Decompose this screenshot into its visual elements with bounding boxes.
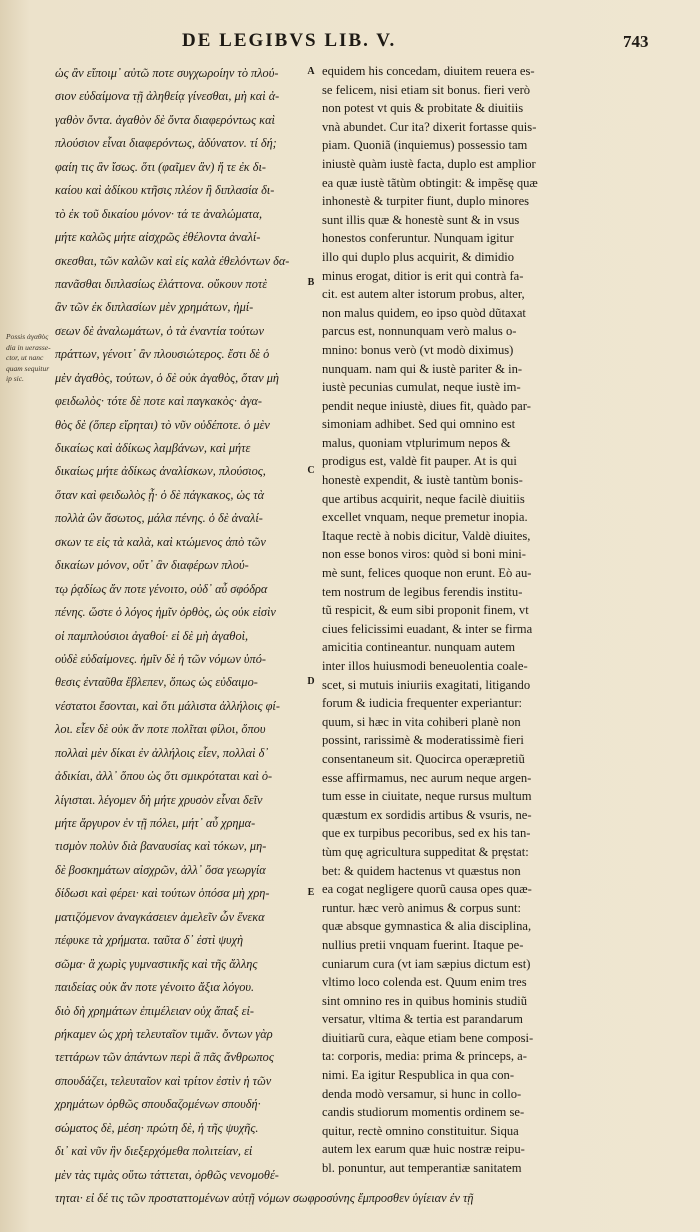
marginal-note bbox=[6, 332, 54, 385]
latin-text-line: amicitia contineantur. nunquam autem bbox=[322, 640, 516, 655]
greek-text-line: ματιζόμενον ἀναγκάσειεν ἀμελεῖν ὧν ἕνεκα bbox=[55, 909, 265, 924]
greek-text-line: μὲν τὰς τιμὰς οὕτω τάττεται, ὀρθῶς νενομοθέ- bbox=[55, 1167, 279, 1182]
greek-text-line: σιον εὐδαίμονα τῇ ἀληθείᾳ γίνεσθαι, μὴ καὶ ἀ- bbox=[55, 89, 280, 104]
latin-text-line: inter illos huiusmodi beneuolentia coale- bbox=[322, 659, 528, 673]
greek-text-line: θεσις ἐνταῦθα ἔβλεπεν, ὅπως ὡς εὐδαιμο- bbox=[55, 675, 258, 690]
running-head: DE LEGIBVS LIB. V. bbox=[182, 30, 397, 51]
latin-text-line: candis studiorum momentis ordinem se- bbox=[322, 1105, 525, 1120]
marginal-note-line: quam sequitur bbox=[6, 363, 50, 373]
greek-text-line: λοι. εἶεν δὲ οὐκ ἄν ποτε πολῖται φίλοι, ὅπου bbox=[55, 722, 266, 737]
latin-text-line: prodigus est, valdè fit pauper. At is qui bbox=[322, 454, 517, 469]
greek-text-line: δικαίων μόνον, οὔτ᾽ ἂν διαφέρων πλού- bbox=[55, 558, 249, 573]
greek-text-line: πολλὰ ὢν ἄσωτος, μάλα πένης. ὁ δὲ ἀναλί- bbox=[55, 511, 263, 526]
latin-text-line: possint, rarissimè & moderatissimè fieri bbox=[322, 733, 524, 748]
greek-text-line: διὸ δὴ χρημάτων ἐπιμέλειαν οὐχ ἅπαξ εἰ- bbox=[55, 1003, 254, 1018]
latin-text-line: nimi. Ea igitur Respublica in qua con- bbox=[322, 1068, 515, 1083]
greek-text-line: τηται· εἰ δέ τις τῶν προσταττομένων αὐτῇ νόμων σωφροσύνης ἔμπροσθεν ὑγίειαν ἐν τῇ bbox=[55, 1191, 474, 1205]
greek-text-line: τῳ ῥᾳδίως ἄν ποτε γένοιτο, οὐδ᾽ αὖ σφόδρα bbox=[55, 581, 268, 596]
greek-text-line: τὸ ἐκ τοῦ δικαίου μόνον· τά τε ἀναλώματα, bbox=[55, 206, 263, 221]
latin-text-line: sunt illis quæ & honestè sunt & in vsus bbox=[322, 212, 520, 227]
latin-text-line: quæ absque gymnastica & alia disciplina, bbox=[322, 919, 532, 934]
greek-text-line: ρήκαμεν ὡς χρὴ τελευταῖον τιμᾶν. ὄντων γὰρ bbox=[55, 1026, 273, 1041]
latin-text-line: malus, quoniam vtplurimum nepos & bbox=[322, 435, 511, 450]
greek-text-line: μὲν ἀγαθὸς, τούτων, ὁ δὲ οὐκ ἀγαθὸς, ὅταν μὴ bbox=[55, 370, 280, 385]
greek-text-line: θὸς δὲ (ὅπερ εἴρηται) τὸ νῦν οὐδέποτε. ὁ μὲν bbox=[55, 417, 270, 432]
latin-text-line: autem lex earum quæ huic nostræ reipu- bbox=[322, 1142, 525, 1157]
greek-text-line: γαθὸν ὄντα. ἀγαθὸν δὲ ὄντα διαφερόντως καὶ bbox=[55, 112, 275, 127]
latin-text-line: iustè pecunias cumulat, neque iustè im- bbox=[322, 380, 521, 395]
greek-text-line: φαίη τις ἂν ἴσως. ὅτι (φαῖμεν ἂν) ἥ τε ἐκ δι- bbox=[55, 159, 267, 174]
section-letter: E bbox=[307, 886, 315, 898]
latin-text-line: pendit neque iniustè, diues fit, quàdo par- bbox=[322, 398, 531, 413]
latin-text-line: que artibus acquirit, neque facilè diuitiis bbox=[322, 491, 525, 506]
greek-text-line: τισμὸν πολὺν διὰ βαναυσίας καὶ τόκων, μη- bbox=[55, 839, 267, 854]
latin-text-line: nunquam. nam qui & iustè pariter & in- bbox=[322, 361, 523, 376]
greek-text-line: χρημάτων ὀρθῶς σπουδαζομένων σπουδή· bbox=[55, 1097, 261, 1112]
latin-text-line: vnà abundet. Cur ita? dixerit fortasse quis- bbox=[322, 119, 537, 134]
latin-text-line: vltimo loco colenda est. Quum enim tres bbox=[322, 975, 527, 990]
latin-text-line: Itaque rectè à nobis dicitur, Valdè diuites, bbox=[322, 528, 531, 543]
latin-text-line: bl. ponuntur, aut temperantiæ sanitatem bbox=[322, 1161, 522, 1176]
latin-text-line: tem nostrum de legibus ferendis institu- bbox=[322, 584, 523, 599]
latin-text-line: forum & iudicia frequenter experiantur: bbox=[322, 696, 523, 711]
latin-text-line: non esse bonos viros: quòd si boni mini- bbox=[322, 547, 526, 562]
greek-text-line: ἀδικίαι, ἀλλ᾽ ὅπου ὡς ὅτι σμικρόταται καὶ ὀ- bbox=[55, 769, 273, 784]
marginal-note-line: ip sic. bbox=[6, 374, 24, 383]
greek-text-line: σκων τε εἰς τὰ καλὰ, καὶ κτώμενος ἀπὸ τῶν bbox=[55, 534, 266, 549]
greek-text-line: σώματος δὲ, μέση· πρώτη δὲ, ἡ τῆς ψυχῆς. bbox=[55, 1120, 259, 1135]
page-header bbox=[0, 30, 700, 56]
latin-text-line: equidem his concedam, diuitem reuera es- bbox=[322, 64, 535, 78]
greek-text-line: σῶμα· ἃ χωρὶς γυμναστικῆς καὶ τῆς ἄλλης bbox=[55, 956, 258, 971]
latin-text-line: cuniarum cura (vt iam sæpius dictum est) bbox=[322, 956, 531, 971]
latin-text-column bbox=[322, 62, 682, 1178]
latin-text-line: que ex turpibus pecoribus, sed ex his tan- bbox=[322, 826, 531, 841]
latin-text-line: minus erogat, ditior is erit qui contrà fa- bbox=[322, 268, 524, 283]
greek-text-line: σκεσθαι, τῶν καλῶν καὶ εἰς καλὰ ἐθελόντων δα- bbox=[55, 253, 290, 268]
latin-text-line: tum esse in ciuitate, neque rursus multum bbox=[322, 789, 532, 804]
latin-text-line: esse affirmamus, nec aurum neque argen- bbox=[322, 770, 532, 785]
greek-text-line: πλούσιον εἶναι διαφερόντως, ἀδύνατον. τί δή; bbox=[55, 136, 277, 151]
latin-text-line: runtur. hæc verò animus & corpus sunt: bbox=[322, 900, 522, 915]
latin-text-line: illo qui duplo plus acquirit, & dimidio bbox=[322, 249, 515, 264]
latin-text-line: cit. est autem alter istorum probus, alter, bbox=[322, 287, 525, 302]
latin-text-line: diuitiarũ cura, eàque etiam bene composi- bbox=[322, 1030, 534, 1045]
latin-text-line: mè sunt, felices quoque non erunt. Eò au- bbox=[322, 566, 532, 581]
latin-text-line: nullius pretii vnquam fuerint. Itaque pe- bbox=[322, 937, 524, 952]
greek-text-line: πράττων, γένοιτ᾽ ἂν πλουσιώτερος. ἔστι δὲ ὁ bbox=[55, 347, 270, 362]
greek-text-line: καίου καὶ ἀδίκου κτῆσις πλέον ἢ διπλασία δι- bbox=[55, 183, 275, 198]
marginal-note-line: ctor, ut nanc bbox=[6, 353, 44, 362]
greek-text-line: δικαίως μήτε ἀδίκως ἀναλίσκων, πλούσιος, bbox=[55, 464, 266, 479]
greek-text-line: μήτε ἄργυρον ἐν τῇ πόλει, μήτ᾽ αὖ χρημα- bbox=[55, 816, 256, 830]
greek-text-line: νέστατοι ἔσονται, καὶ ὅτι μάλιστα ἀλλήλοις φί- bbox=[55, 698, 280, 713]
page-number: 743 bbox=[623, 32, 649, 51]
greek-text-line: ἂν τῶν ἐκ διπλασίων μὲν χρημάτων, ἡμί- bbox=[55, 300, 254, 315]
section-letter: B bbox=[307, 277, 315, 289]
greek-text-line: ὅταν καὶ φειδωλὸς ᾖ· ὁ δὲ πάγκακος, ὡς τὰ bbox=[55, 487, 265, 502]
greek-text-line: τεττάρων τῶν ἁπάντων περὶ ἃ πᾶς ἄνθρωπος bbox=[55, 1050, 274, 1065]
latin-text-line: honestos conferuntur. Nunquam igitur bbox=[322, 231, 514, 246]
greek-text-line: παιδείας οὐκ ἄν ποτε γένοιτο ἄξια λόγου. bbox=[55, 980, 255, 995]
greek-text-line: σεων δὲ ἀναλωμάτων, ὁ τὰ ἐναντία τούτων bbox=[55, 323, 264, 338]
greek-text-line: πανᾶσθαι διπλασίως ἐλάττονα. οὔκουν ποτὲ bbox=[55, 276, 268, 291]
greek-text-line: λίγισται. λέγομεν δὴ μήτε χρυσὸν εἶναι δεῖν bbox=[55, 792, 263, 807]
latin-text-line: tùm quę agricultura suppeditat & pręstat: bbox=[322, 844, 529, 859]
greek-text-line: μήτε καλῶς μήτε αἰσχρῶς ἐθέλοντα ἀναλί- bbox=[55, 230, 261, 245]
greek-text-line: δίδωσι καὶ φέρει· καὶ τούτων ὁπόσα μὴ χρη- bbox=[55, 886, 270, 901]
latin-text-line: consentaneum sit. Quocirca operæpretiũ bbox=[322, 751, 525, 766]
latin-text-line: honestè expendit, & iustè tantùm bonis- bbox=[322, 473, 523, 488]
latin-text-line: quitur, rectè omnino constituitur. Siqua bbox=[322, 1123, 519, 1138]
greek-text-line: δικαίως καὶ ἀδίκως λαμβάνων, καὶ μήτε bbox=[55, 441, 251, 455]
latin-text-line: quum, si hæc in vita cohiberi planè non bbox=[322, 714, 521, 729]
greek-text-line: φειδωλὸς· τότε δὲ ποτε καὶ παγκακὸς· ἀγα- bbox=[55, 394, 262, 409]
latin-text-line: piam. Quoniã (inquiemus) possessio tam bbox=[322, 138, 528, 153]
greek-text-line: πολλαὶ μὲν δίκαι ἐν ἀλλήλοις εἶεν, πολλαὶ δ᾽ bbox=[55, 745, 269, 760]
greek-text-line: πέφυκε τὰ χρήματα. ταῦτα δ᾽ ἐστὶ ψυχὴ bbox=[55, 933, 244, 948]
latin-text-line: iniustè quàm iustè facta, duplo est amplior bbox=[322, 156, 536, 171]
marginal-note-line: Possis ἀγαθὸς bbox=[6, 332, 49, 341]
greek-text-line: ὡς ἂν εἴποιμ᾽ αὐτῶ ποτε συγχωροίην τὸ πλού- bbox=[55, 66, 279, 80]
latin-text-line: inhonestè & turpiter fiunt, duplo minores bbox=[322, 194, 530, 209]
section-letter: D bbox=[307, 675, 315, 687]
latin-text-line: excellet vnquam, neque premetur inopia. bbox=[322, 510, 528, 525]
latin-text-line: non potest vt quis & probitate & diuitiis bbox=[322, 101, 524, 116]
latin-text-line: sint omnino res in quibus hominis studiũ bbox=[322, 993, 528, 1008]
greek-text-line: σπουδάζει, τελευταῖον καὶ τρίτον ἐστὶν ἡ τῶν bbox=[55, 1073, 272, 1088]
latin-text-line: se felicem, nisi etiam sit bonus. fieri verò bbox=[322, 82, 531, 97]
latin-text-line: ea cogat negligere quorũ causa opes quæ- bbox=[322, 882, 532, 897]
latin-text-line: ea quæ iustè tãtùm obtingit: & impẽsę quæ bbox=[322, 175, 538, 190]
latin-text-line: scet, si mutuis iniuriis exagitati, litigando bbox=[322, 677, 531, 692]
greek-text-line: δι᾽ καὶ νῦν ἣν διεξερχόμεθα πολιτείαν, εἰ bbox=[55, 1144, 253, 1159]
greek-text-line: οἱ παμπλούσιοι ἀγαθοί· εἰ δὲ μὴ ἀγαθοὶ, bbox=[55, 628, 249, 643]
latin-text-line: ta: corporis, media: prima & princeps, a- bbox=[322, 1049, 527, 1064]
latin-text-line: bet: & quidem hactenus vt quæstus non bbox=[322, 863, 521, 878]
latin-text-line: ciues felicissimi euadant, & inter se firma bbox=[322, 621, 533, 636]
latin-text-line: simoniam adhibet. Sed qui omnino est bbox=[322, 417, 516, 432]
section-letter: A bbox=[307, 66, 315, 77]
latin-text-line: quæstum ex sordidis artibus & vsuris, ne- bbox=[322, 807, 532, 822]
greek-text-line: πένης. ὥστε ὁ λόγος ἡμῖν ὀρθὸς, ὡς οὐκ εἰσὶν bbox=[55, 605, 276, 620]
latin-text-line: parcus est, nonnunquam verò malus o- bbox=[322, 324, 517, 339]
latin-text-line: versatur, vltima & tertia est parandarum bbox=[322, 1012, 523, 1027]
marginal-note-line: dia in uerasse- bbox=[6, 342, 51, 352]
latin-text-line: tũ respicit, & eum sibi proponit finem, vt bbox=[322, 603, 529, 618]
latin-text-line: denda modò versamur, si hunc in collo- bbox=[322, 1086, 522, 1101]
latin-text-line: non malus quidem, eo ipso quòd dũtaxat bbox=[322, 305, 526, 320]
greek-text-line: οὐδὲ εὐδαίμονες. ἡμῖν δὲ ἡ τῶν νόμων ὑπό- bbox=[55, 651, 266, 666]
latin-text-line: mnino: bonus verò (vt modò diximus) bbox=[322, 342, 514, 357]
greek-text-line: δὲ βοσκημάτων αἰσχρῶν, ἀλλ᾽ ὅσα γεωργία bbox=[55, 862, 266, 877]
section-letter: C bbox=[307, 464, 315, 476]
